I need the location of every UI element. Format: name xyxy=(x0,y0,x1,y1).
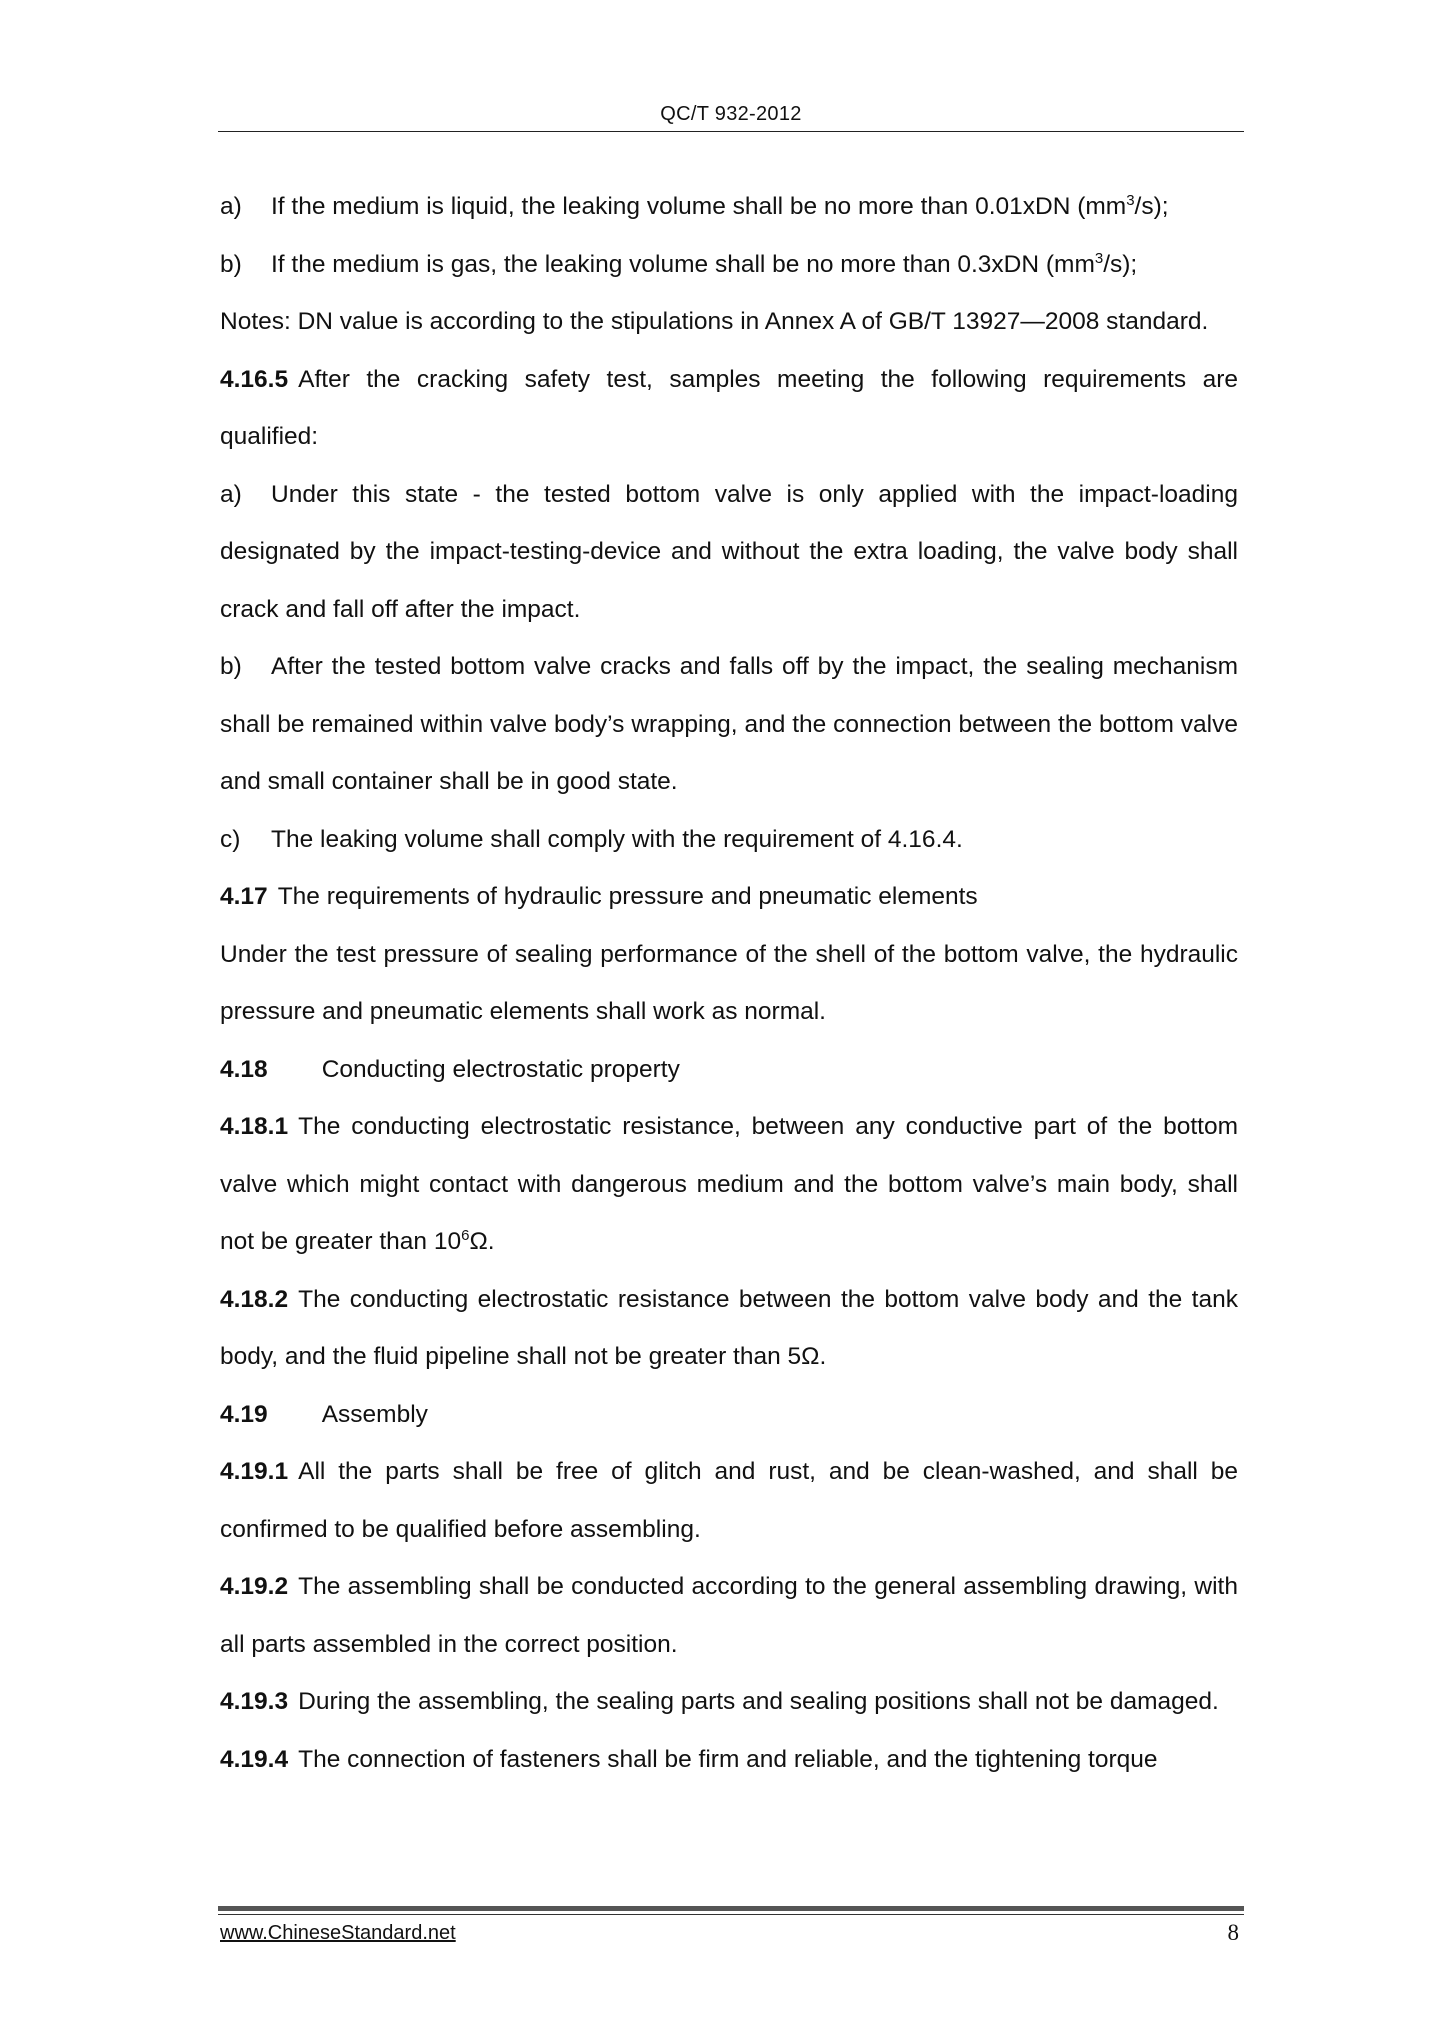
page-number: 8 xyxy=(1227,1920,1239,1945)
header-rule xyxy=(218,131,1244,132)
clause-4-19 xyxy=(220,1386,1238,1444)
list-item-a-state xyxy=(220,466,1238,639)
list-item-c-leaking xyxy=(220,811,1238,869)
list-item-tail: /s); xyxy=(1134,193,1169,220)
list-item-text: The leaking volume shall comply with the requirement of 4.16.4. xyxy=(271,825,963,853)
clause-number: 4.18 xyxy=(220,1055,268,1083)
clause-tail: Ω. xyxy=(469,1228,495,1255)
clause-text: Conducting electrostatic property xyxy=(321,1055,680,1083)
clause-4-19-3 xyxy=(220,1673,1238,1731)
clause-number: 4.19.1 xyxy=(220,1458,289,1485)
list-marker: c) xyxy=(220,825,241,853)
list-marker: a) xyxy=(220,480,242,508)
clause-text: The conducting electrostatic resistance, between any conductive part of the bottom valve which might contact with dangerous medium and the bottom valve’s main body, shall not be greater than 10 xyxy=(220,1113,1238,1255)
website-link[interactable]: www.ChineseStandard.net xyxy=(220,1922,456,1944)
list-marker: b) xyxy=(220,653,242,680)
footer-rule-thin xyxy=(218,1914,1244,1915)
clause-text: Assembly xyxy=(321,1400,428,1428)
clause-4-19-2 xyxy=(220,1558,1238,1673)
clause-text: The conducting electrostatic resistance between the bottom valve body and the tank body, and the fluid pipeline shall not be greater than 5Ω. xyxy=(220,1285,1238,1370)
clause-number: 4.19 xyxy=(220,1400,268,1428)
clause-text: After the cracking safety test, samples meeting the following requirements are qualified: xyxy=(220,365,1238,450)
superscript: 3 xyxy=(1126,192,1135,209)
list-marker: b) xyxy=(220,250,242,278)
list-item-b-gas xyxy=(220,236,1238,294)
clause-4-19-4 xyxy=(220,1731,1238,1789)
document-header: QC/T 932-2012 xyxy=(660,103,802,125)
list-item-a-liquid xyxy=(220,178,1238,236)
superscript: 3 xyxy=(1094,249,1104,267)
clause-4-18 xyxy=(220,1041,1238,1099)
clause-number: 4.18.2 xyxy=(220,1285,289,1313)
clause-4-16-5 xyxy=(220,351,1238,466)
superscript: 6 xyxy=(461,1227,470,1244)
clause-4-19-1 xyxy=(220,1443,1238,1558)
notes-paragraph: Notes: DN value is according to the stipulations in Annex A of GB/T 13927—2008 standard. xyxy=(220,308,1209,335)
list-item-text: If the medium is liquid, the leaking volume shall be no more than 0.01xDN (mm xyxy=(271,193,1127,220)
list-item-text: Under this state - the tested bottom valve is only applied with the impact-loading designated by the impact-testing-device and without the extra loading, the valve body shall crack and fall off after the impact. xyxy=(220,480,1238,623)
clause-number: 4.19.3 xyxy=(220,1688,289,1715)
clause-text: The assembling shall be conducted according to the general assembling drawing, with all parts assembled in the correct position. xyxy=(220,1573,1238,1658)
clause-4-17 xyxy=(220,868,1238,926)
paragraph-hydraulic: Under the test pressure of sealing performance of the shell of the bottom valve, the hydraulic pressure and pneumatic elements shall work as normal. xyxy=(220,940,1238,1025)
list-item-tail: /s); xyxy=(1103,250,1138,278)
clause-text: All the parts shall be free of glitch and rust, and be clean-washed, and shall be confirmed to be qualified before assembling. xyxy=(220,1458,1238,1543)
clause-number: 4.19.2 xyxy=(220,1573,289,1600)
document-body xyxy=(220,178,1238,1788)
clause-4-18-1 xyxy=(220,1098,1238,1271)
clause-number: 4.19.4 xyxy=(220,1745,289,1773)
list-item-text: If the medium is gas, the leaking volume shall be no more than 0.3xDN (mm xyxy=(271,250,1095,278)
footer-rule-thick xyxy=(218,1906,1244,1911)
clause-number: 4.16.5 xyxy=(220,365,289,393)
clause-number: 4.18.1 xyxy=(220,1113,289,1140)
list-item-b-cracks xyxy=(220,638,1238,811)
list-marker: a) xyxy=(220,193,242,220)
clause-text: During the assembling, the sealing parts and sealing positions shall not be damaged. xyxy=(298,1688,1219,1715)
clause-text: The requirements of hydraulic pressure and pneumatic elements xyxy=(277,883,978,910)
clause-text: The connection of fasteners shall be firm and reliable, and the tightening torque xyxy=(298,1745,1158,1773)
clause-4-18-2 xyxy=(220,1271,1238,1386)
clause-number: 4.17 xyxy=(220,883,268,910)
list-item-text: After the tested bottom valve cracks and falls off by the impact, the sealing mechanism shall be remained within valve body’s wrapping, and the connection between the bottom valve and small container shall be in good state. xyxy=(220,653,1238,795)
